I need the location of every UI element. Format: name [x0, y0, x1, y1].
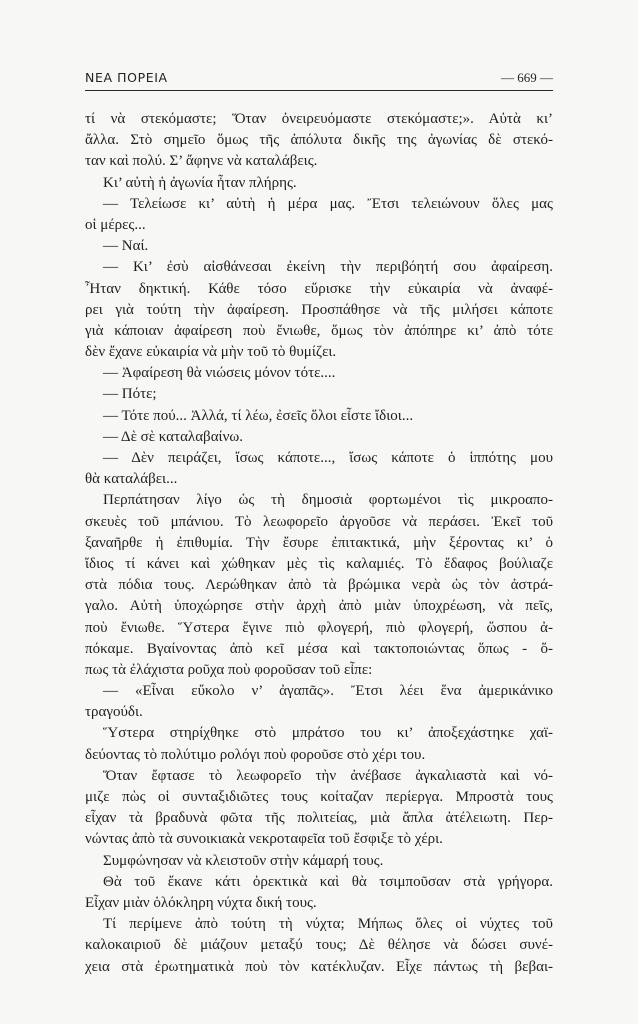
dialogue-line: — Δὲ σὲ καταλαβαίνω.: [103, 428, 243, 445]
text-line: οἱ μέρες...: [85, 216, 146, 233]
dialogue-line: — Δὲν πειράζει, ἴσως κάποτε..., ἴσως κάποτε ὁ ἱππότης μου: [103, 450, 553, 466]
text-line: ποὺ ἔνιωθε. Ὕστερα ἔγινε πιὸ φλογερή, πιὸ φλογερή, ὥσπου ἀ-: [85, 619, 553, 636]
text-line: ταν καὶ πολύ. Σ’ ἄφηνε νὰ καταλάβεις.: [85, 153, 318, 170]
dialogue-line: — Ἀφαίρεση θὰ νιώσεις μόνον τότε....: [103, 365, 336, 382]
body-text: [85, 109, 553, 978]
text-line: μιζε πὼς οἱ συνταξιδιῶτες τους κοίταζαν περίεργα. Μπροστὰ τους: [85, 789, 553, 805]
text-line: στὰ πόδια τους. Λερώθηκαν ἀπὸ τὰ βρώμικα νερὰ ὡς τὸν ἀστρά-: [85, 577, 553, 594]
text-line: νώντας ἀπὸ τὰ συνοικιακὰ νεκροταφεῖα τοῦ ἔσφιξε τὸ χέρι.: [85, 831, 443, 848]
text-line: Περπάτησαν λίγο ὡς τὴ δημοσιὰ φορτωμένοι τὶς μικροαπο-: [103, 492, 553, 509]
text-line: πως τὰ ἐλάχιστα ροῦχα ποὺ φοροῦσαν τοῦ εἶπε:: [85, 661, 373, 678]
text-line: ἄλλα. Στὸ σημεῖο ὅμως τῆς ἀπόλυτα δικῆς της ἀγωνίας δὲ στεκό-: [85, 132, 553, 149]
text-line: Κι’ αὐτὴ ἡ ἀγωνία ἦταν πλήρης.: [103, 174, 297, 191]
text-line: ξαναῆρθε ἡ ἐπιθυμία. Τὴν ἔσυρε ἐπιτακτικά, μὴν ξέροντας κι’ ὁ: [85, 534, 553, 551]
dialogue-line: — Πότε;: [103, 386, 157, 403]
text-line: θὰ καταλάβει...: [85, 471, 178, 488]
dialogue-line: — Ναί.: [103, 238, 149, 255]
text-line: εἶχαν τὰ βραδυνὰ φῶτα τῆς πολιτείας, μιὰ ἄπλα ἀτέλειωτη. Περ-: [85, 810, 553, 827]
text-line: τί νὰ στεκόμαστε; Ὅταν ὀνειρευόμαστε στεκόμαστε;». Αὐτὰ κι’: [85, 111, 553, 127]
text-line: Ἦταν δηκτική. Κάθε τόσο εὕρισκε τὴν εὐκαιρία νὰ ἀναφέ-: [85, 280, 553, 297]
text-line: ἴδιος τί κάνει καὶ χώθηκαν μὲς τὶς καλαμιές. Τὸ ἔδαφος βούλιαζε: [85, 555, 553, 572]
text-line: δεύοντας τὸ πολύτιμο ρολόγι ποὺ φοροῦσε στὸ χέρι του.: [85, 746, 426, 763]
text-line: ρει γιὰ τούτη τὴν ἀφαίρεση. Προσπάθησε νὰ τῆς μιλήσει κάποτε: [85, 301, 553, 318]
dialogue-line: — Τελείωσε κι’ αὐτὴ ἡ μέρα μας. Ἔτσι τελειώνουν ὅλες μας: [103, 195, 553, 212]
running-header: [85, 68, 553, 91]
dialogue-line: — Κι’ ἐσὺ αἰσθάνεσαι ἐκείνη τὴν περιβόητή σου ἀφαίρεση.: [103, 259, 553, 276]
dialogue-line: — «Εἶναι εὔκολο ν’ ἀγαπᾶς». Ἔτσι λέει ἕνα ἀμερικάνικο: [103, 683, 553, 700]
text-line: γαλο. Αὐτὴ ὑποχώρησε στὴν ἀρχὴ ἀπὸ μιὰν ὑποχρέωση, νὰ πεῖς,: [85, 598, 553, 615]
text-line: καλοκαιριοῦ δὲ μιάζουν μεταξύ τους; Δὲ θέλησε νὰ δώσει συνέ-: [85, 937, 553, 954]
text-line: σκευὲς τοῦ μπάνιου. Τὸ λεωφορεῖο ἀργοῦσε νὰ περάσει. Ἐκεῖ τοῦ: [85, 513, 553, 530]
text-line: Ὅταν ἔφτασε τὸ λεωφορεῖο τὴν ἀνέβασε ἀγκαλιαστὰ καὶ νό-: [103, 767, 553, 784]
text-line: Εἶχαν μιὰν ὁλόκληρη νύχτα δική τους.: [85, 894, 317, 911]
text-line: τραγούδι.: [85, 704, 143, 721]
text-line: Τί περίμενε ἀπὸ τούτη τὴ νύχτα; Μήπως ὅλες οἱ νύχτες τοῦ: [103, 916, 553, 933]
text-line: Ὕστερα στηρίχθηκε στὸ μπράτσο του κι’ ἀποξεχάστηκε χαϊ-: [103, 725, 553, 742]
dialogue-line: — Τότε πού... Ἀλλά, τί λέω, ἐσεῖς ὅλοι εἶστε ἴδιοι...: [103, 407, 414, 424]
journal-title: ΝΕΑ ΠΟΡΕΙΑ: [85, 70, 168, 85]
text-line: Συμφώνησαν νὰ κλειστοῦν στὴν κάμαρή τους.: [103, 852, 384, 869]
text-line: Θὰ τοῦ ἔκανε κάτι ὀρεκτικὰ καὶ θὰ τσιμποῦσαν στὰ γρήγορα.: [103, 873, 553, 890]
text-line: γιὰ κάποιαν ἀφαίρεση ποὺ ἔνιωθε, ὅμως τὸν ἀπόπηρε κι’ ἀπὸ τότε: [85, 322, 553, 339]
text-line: χεια στὰ ἐρωτηματικὰ ποὺ τὸν κατέκλυζαν. Εἶχε πάντως τὴ βεβαι-: [85, 958, 553, 975]
text-line: πόκαμε. Βγαίνοντας ἀπὸ κεῖ μέσα καὶ τακτοποιώντας ὅπως - ὅ-: [85, 640, 553, 657]
page-number: — 669 —: [501, 70, 553, 85]
text-line: δὲν ἔχανε εὐκαιρία νὰ μὴν τοῦ τὸ θυμίζει.: [85, 344, 337, 361]
